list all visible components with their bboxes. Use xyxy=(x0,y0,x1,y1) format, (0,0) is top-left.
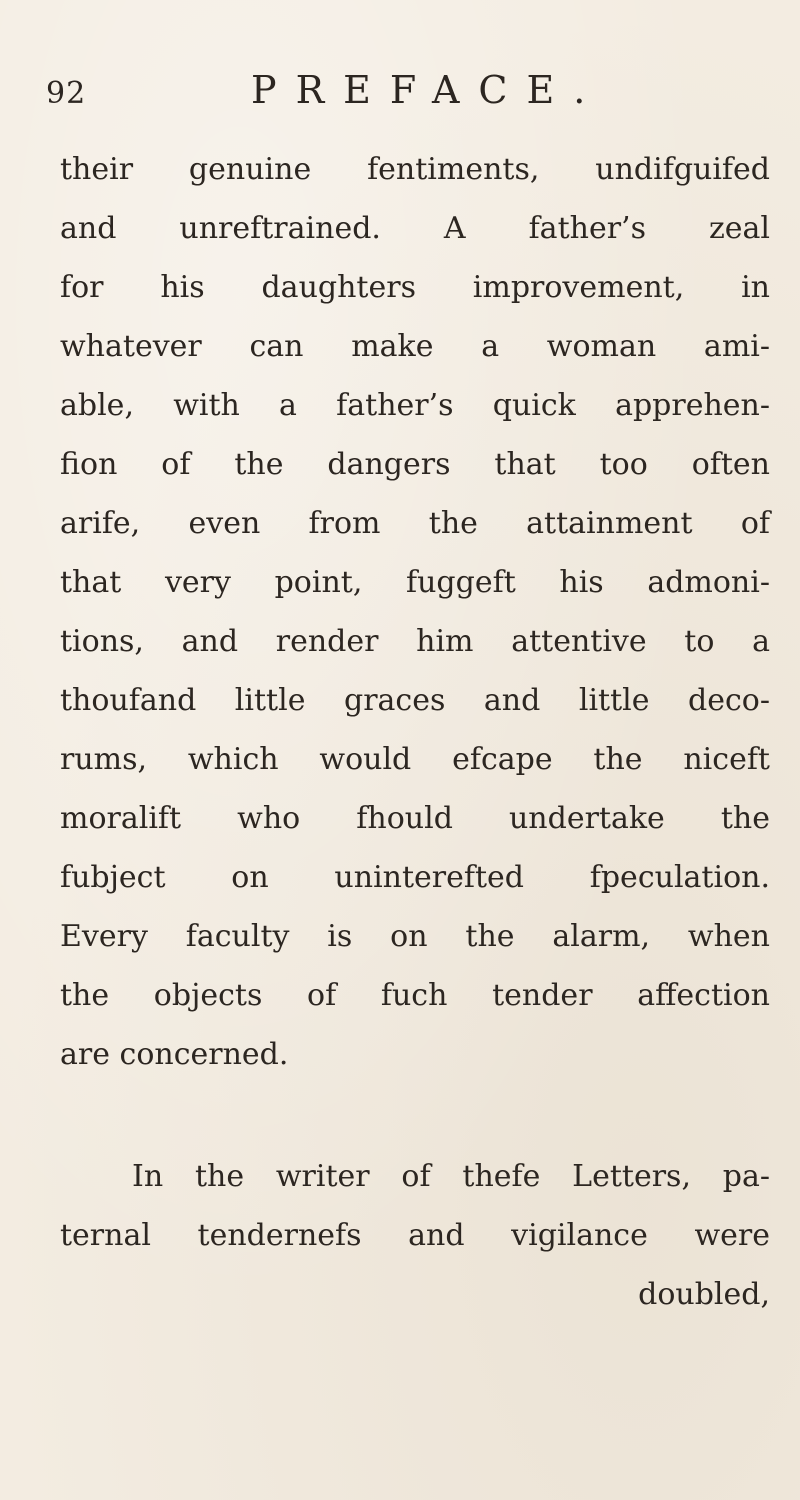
text-line: that very point, fuggeft his admoni- xyxy=(60,565,770,600)
catchword: doubled, xyxy=(638,1277,770,1312)
text-line: arife, even from the attainment of xyxy=(60,506,770,541)
text-line: fubject on uninterefted fpeculation. xyxy=(60,860,770,895)
page-header xyxy=(46,68,746,118)
text-line: rums, which would efcape the niceft xyxy=(60,742,770,777)
text-line: for his daughters improvement, in xyxy=(60,270,770,305)
text-line: In the writer of thefe Letters, pa- xyxy=(132,1159,770,1194)
running-title: PREFACE. xyxy=(251,68,605,112)
text-line: Every faculty is on the alarm, when xyxy=(60,919,770,954)
paragraph-gap xyxy=(60,1084,770,1147)
text-line: are concerned. xyxy=(60,1037,289,1072)
text-line: fion of the dangers that too often xyxy=(60,447,770,482)
text-line: the objects of fuch tender affection xyxy=(60,978,770,1013)
body-text xyxy=(60,140,770,1324)
text-line: tions, and render him attentive to a xyxy=(60,624,770,659)
text-line: ternal tendernefs and vigilance were xyxy=(60,1218,770,1253)
text-line: moralift who fhould undertake the xyxy=(60,801,770,836)
page-number: 92 xyxy=(46,76,87,111)
text-line: whatever can make a woman ami- xyxy=(60,329,770,364)
text-line: and unreftrained. A father’s zeal xyxy=(60,211,770,246)
text-line: their genuine fentiments, undifguifed xyxy=(60,152,770,187)
text-line: thoufand little graces and little deco- xyxy=(60,683,770,718)
text-line: able, with a father’s quick apprehen- xyxy=(60,388,770,423)
